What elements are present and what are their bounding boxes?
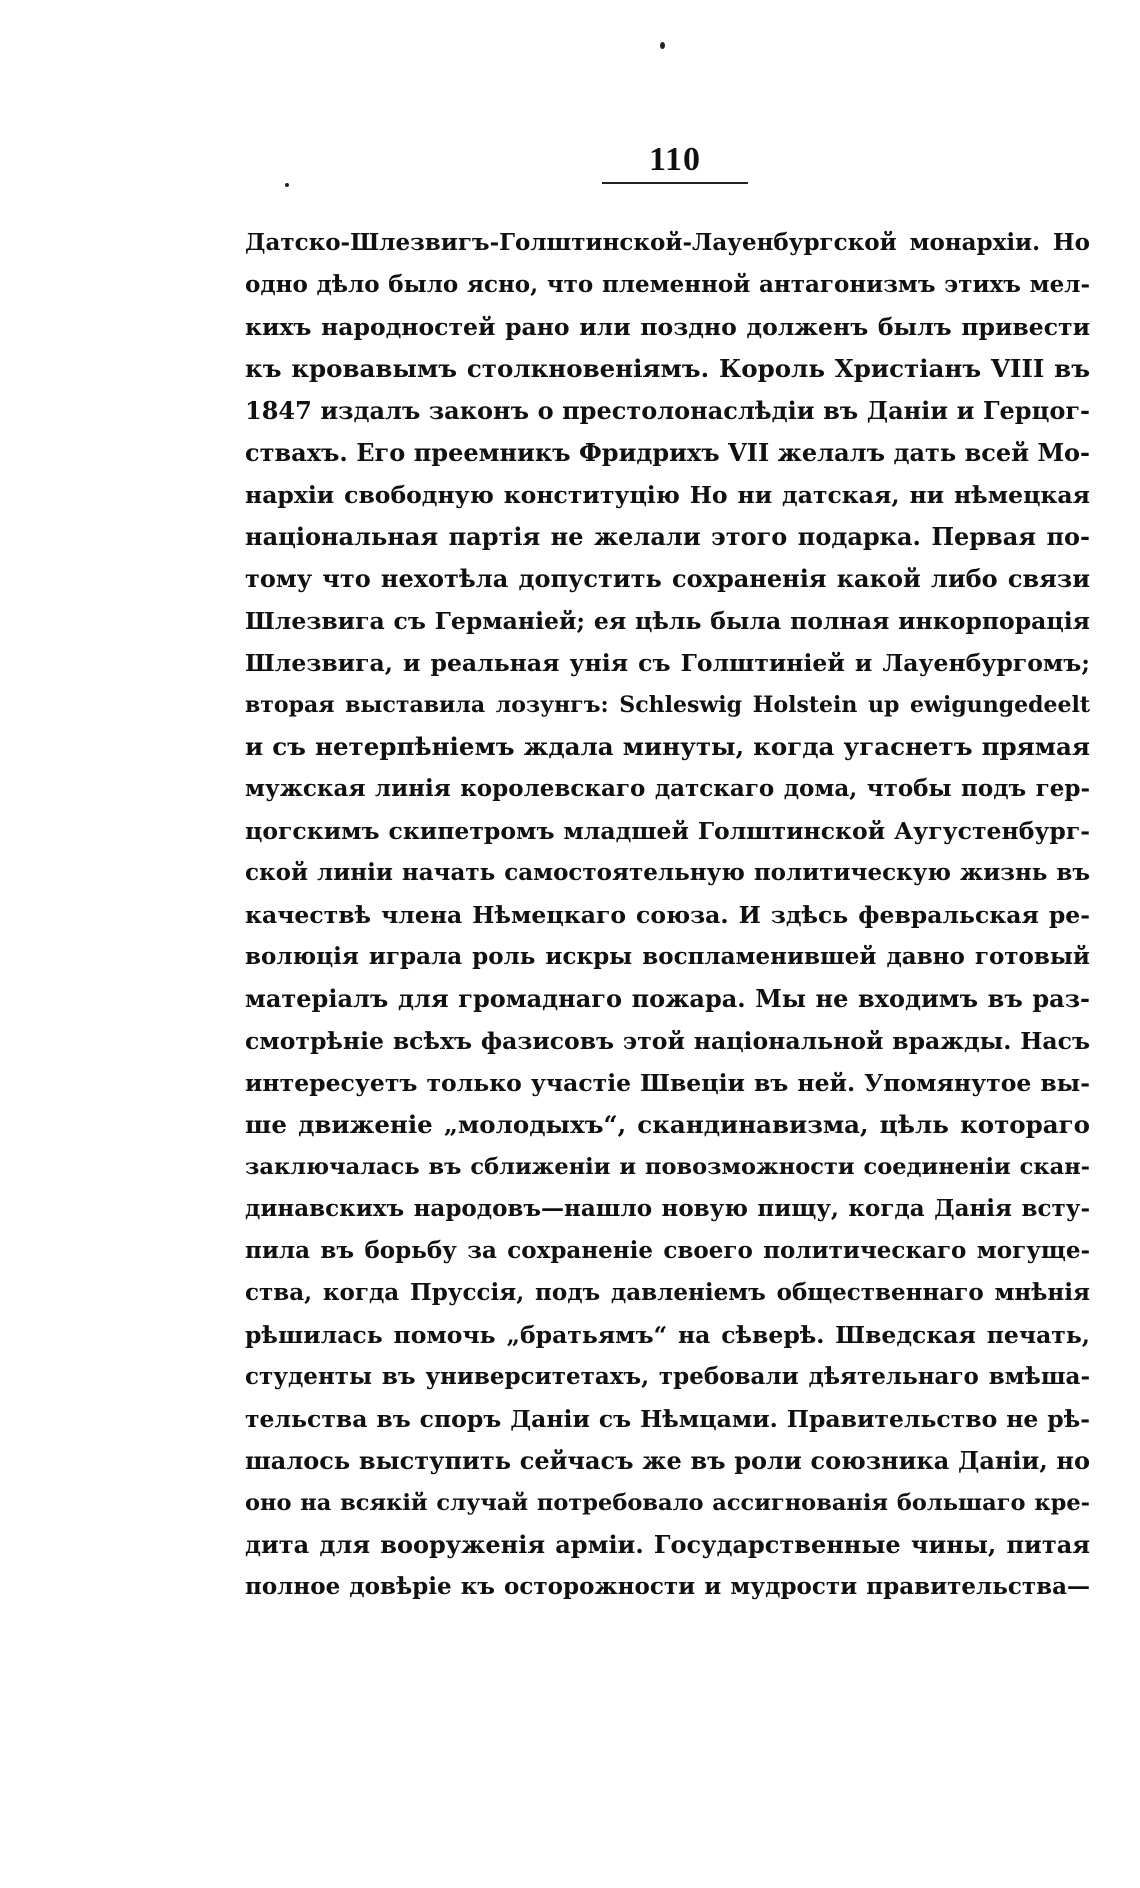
text-line: ства, когда Пруссія, подъ давленіемъ общественнаго мнѣнія [245,1279,1090,1306]
text-line: нархіи свободную конституцію Но ни датская, ни нѣмецкая [245,481,1090,509]
text-line: къ кровавымъ столкновеніямъ. Король Христіанъ VIII въ [245,354,1090,383]
text-line: тельства въ споръ Даніи съ Нѣмцами. Правительство не рѣ- [245,1405,1090,1433]
text-line: качествѣ члена Нѣмецкаго союза. И здѣсь февральская ре- [245,901,1090,929]
text-line: одно дѣло было ясно, что племенной антагонизмъ этихъ мел- [245,271,1090,298]
text-line: дита для вооруженія арміи. Государственные чины, питая [245,1530,1090,1559]
text-line: заключалась въ сближеніи и повозможности соединеніи скан- [245,1154,1090,1180]
text-line: 1847 издалъ законъ о престолонаслѣдіи въ Даніи и Герцог- [245,396,1090,425]
text-line: вторая выставила лозунгъ: Schleswig Holstein up ewigungedeelt [245,692,1090,718]
text-line: цогскимъ скипетромъ младшей Голштинской Аугустенбург- [245,817,1090,845]
text-line: тому что нехотѣла допустить сохраненія какой либо связи [245,564,1090,593]
text-line: динавскихъ народовъ—нашло новую пищу, когда Данія всту- [245,1195,1090,1222]
text-line: рѣшилась помочь „братьямъ“ на сѣверѣ. Шведская печать, [245,1321,1090,1349]
text-line: ствахъ. Его преемникъ Фридрихъ VII желалъ дать всей Мо- [245,438,1090,467]
page-number: 110 [648,141,702,178]
text-line: Датско-Шлезвигъ-Голштинской-Лауенбургской монархіи. Но [245,229,1090,256]
text-line: мужская линія королевскаго датскаго дома, чтобы подъ гер- [245,775,1090,802]
text-line: полное довѣріе къ осторожности и мудрости правительства— [245,1573,1090,1600]
text-line: національная партія не желали этого подарка. Первая по- [245,522,1090,551]
text-line: Шлезвига, и реальная унія съ Голштиніей и Лауенбургомъ; [245,649,1090,677]
text-line: волюція играла роль искры воспламенившей давно готовый [245,943,1090,970]
text-line: смотрѣніе всѣхъ фазисовъ этой національной вражды. Насъ [245,1027,1090,1055]
text-line: и съ нетерпѣніемъ ждала минуты, когда угаснетъ прямая [245,732,1090,761]
ink-speck [660,42,665,49]
text-line: интересуетъ только участіе Швеціи въ ней. Упомянутое вы- [245,1069,1090,1097]
text-line: студенты въ университетахъ, требовали дѣятельнаго вмѣша- [245,1363,1090,1390]
text-line: кихъ народностей рано или поздно долженъ былъ привести [245,313,1090,341]
text-line: пила въ борьбу за сохраненіе своего политическаго могуще- [245,1237,1090,1264]
text-line: Шлезвига съ Германіей; ея цѣль была полная инкорпорація [245,607,1090,635]
text-line: ской линіи начать самостоятельную политическую жизнь въ [245,859,1090,886]
text-line: оно на всякій случай потребовало ассигнованія большаго кре- [245,1490,1090,1516]
text-line: шалось выступить сейчасъ же въ роли союзника Даніи, но [245,1446,1090,1475]
page-number-rule [602,182,748,184]
body-text [245,222,1090,1608]
ink-speck [285,183,289,187]
text-line: ше движеніе „молодыхъ“, скандинавизма, цѣль котораго [245,1110,1090,1139]
text-line: матеріалъ для громаднаго пожара. Мы не входимъ въ раз- [245,984,1090,1013]
